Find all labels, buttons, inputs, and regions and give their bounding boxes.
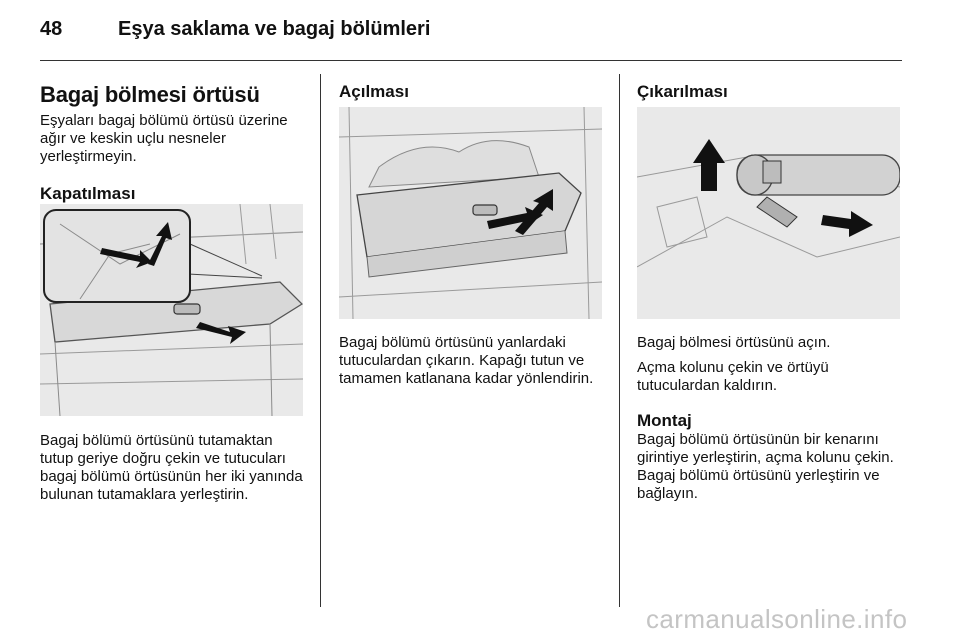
watermark: carmanualsonline.info bbox=[646, 604, 908, 634]
closing-heading: Kapatılması bbox=[40, 184, 136, 203]
removal-text-1: Bagaj bölmesi örtüsünü açın. bbox=[637, 334, 831, 351]
mounting-text: Bagaj bölümü örtüsünün bir kenarını girintiye yerleştirin, açma kolunu çekin. Bagaj bölümü örtüsünü yerleştirin ve bağlayın. bbox=[637, 431, 894, 502]
column-2 bbox=[339, 82, 607, 102]
column-divider-left bbox=[320, 74, 321, 607]
removal-text-block bbox=[637, 334, 905, 503]
removal-illustration bbox=[637, 107, 900, 319]
removal-text-2: Açma kolunu çekin ve örtüyü tutuculardan kaldırın. bbox=[637, 359, 829, 394]
closing-text-block bbox=[40, 432, 308, 504]
column-divider-right bbox=[619, 74, 620, 607]
opening-text: Bagaj bölümü örtüsünü yanlardaki tutuculardan çıkarın. Kapağı tutun ve tamamen katlanana kadar yönlendirin. bbox=[339, 334, 594, 387]
opening-heading: Açılması bbox=[339, 82, 409, 101]
header-divider bbox=[40, 60, 902, 61]
page-number: 48 bbox=[40, 18, 63, 40]
mounting-heading: Montaj bbox=[637, 411, 692, 430]
section-intro: Eşyaları bagaj bölümü örtüsü üzerine ağır ve keskin uçlu nesneler yerleştirmeyin. bbox=[40, 112, 288, 165]
section-title: Bagaj bölmesi örtüsü bbox=[40, 82, 260, 107]
opening-illustration bbox=[339, 107, 602, 319]
column-3 bbox=[637, 82, 905, 102]
closing-text: Bagaj bölümü örtüsünü tutamaktan tutup geriye doğru çekin ve tutucuları bagaj bölümü örtüsünün her iki yanında bulunan tutamaklara yerleştirin. bbox=[40, 432, 303, 503]
chapter-title: Eşya saklama ve bagaj bölümleri bbox=[118, 18, 431, 40]
removal-heading: Çıkarılması bbox=[637, 82, 728, 101]
closing-illustration bbox=[40, 204, 303, 416]
column-1 bbox=[40, 82, 308, 204]
opening-text-block bbox=[339, 334, 607, 388]
